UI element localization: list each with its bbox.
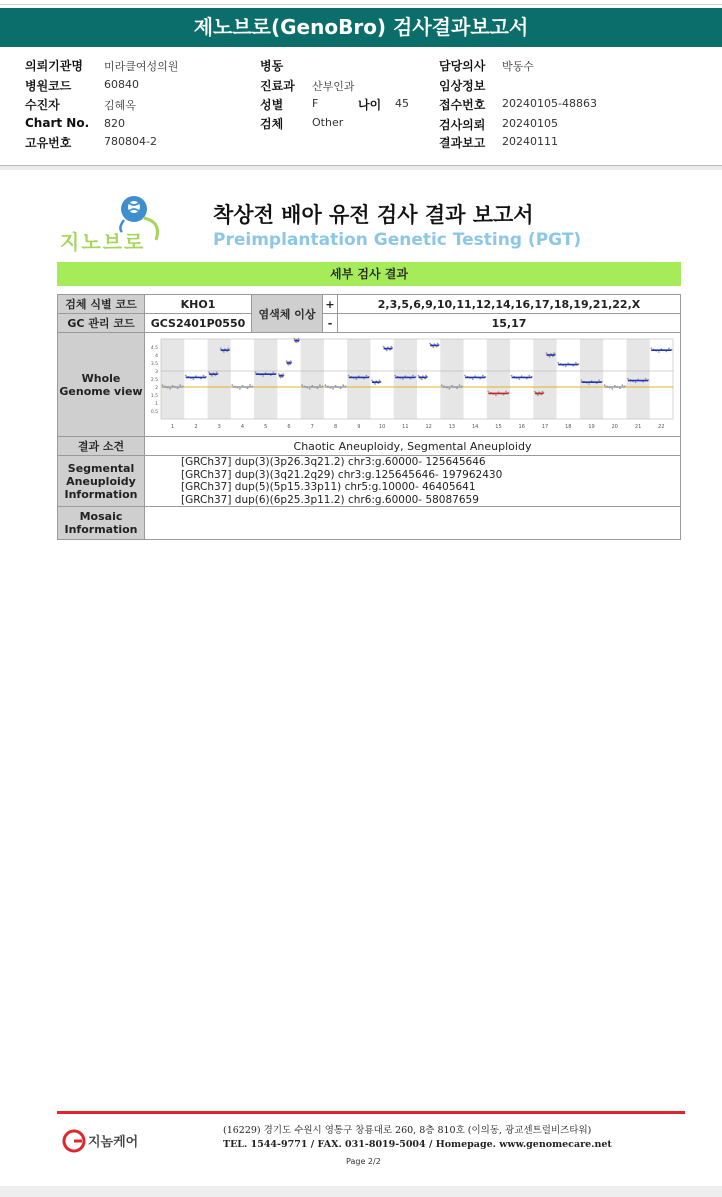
data-point bbox=[249, 384, 251, 386]
data-point bbox=[518, 378, 520, 380]
data-point bbox=[169, 388, 171, 390]
y-tick-label: 1 bbox=[155, 402, 158, 407]
gain-sign: + bbox=[323, 295, 338, 314]
data-point bbox=[627, 378, 629, 380]
data-point bbox=[301, 384, 303, 386]
data-point bbox=[239, 388, 241, 390]
x-tick-label: 8 bbox=[333, 424, 338, 430]
info-label: 나이 bbox=[358, 98, 382, 112]
genome-view-label: Whole Genome view bbox=[58, 333, 145, 437]
data-point bbox=[288, 364, 290, 366]
segmental-line: [GRCh37] dup(5)(5p15.33p11) chr5:g.10000- 46405641 bbox=[181, 481, 476, 493]
chromosome-band bbox=[440, 339, 463, 419]
data-point bbox=[658, 351, 660, 353]
data-point bbox=[581, 380, 583, 382]
x-tick-label: 9 bbox=[357, 424, 361, 430]
footer-rule bbox=[57, 1111, 685, 1114]
x-tick-label: 16 bbox=[518, 424, 525, 430]
data-point bbox=[309, 388, 311, 390]
genome-view-chart bbox=[145, 333, 681, 433]
info-value: F bbox=[312, 97, 319, 110]
data-point bbox=[645, 378, 647, 380]
page-number: Page 2/2 bbox=[346, 1157, 381, 1166]
mosaic-info bbox=[145, 507, 681, 540]
patient-info-block bbox=[0, 48, 722, 166]
chromosome-band bbox=[161, 339, 184, 419]
footer-phone: TEL. 1544-9771 / FAX. 031-8019-5004 / Homepage. www.genomecare.net bbox=[223, 1139, 612, 1150]
data-point bbox=[348, 375, 350, 377]
info-label: 접수번호 bbox=[439, 98, 486, 112]
data-point bbox=[223, 351, 225, 353]
chromosome-band bbox=[254, 339, 277, 419]
segmental-line: [GRCh37] dup(6)(6p25.3p11.2) chr6:g.60000- 58087659 bbox=[181, 493, 479, 506]
loss-chromosomes: 15,17 bbox=[338, 314, 681, 333]
mosaic-label: Mosaic Information bbox=[58, 507, 145, 540]
info-label: 담당의사 bbox=[439, 59, 486, 73]
info-label: 의뢰기관명 bbox=[25, 59, 83, 73]
gain-chromosomes: 2,3,5,6,9,10,11,12,14,16,17,18,19,21,22,X bbox=[338, 295, 681, 314]
x-tick-label: 14 bbox=[471, 424, 479, 430]
logo-text: 지노브로 bbox=[60, 230, 146, 254]
data-point bbox=[412, 375, 414, 377]
report-subtitle: Preimplantation Genetic Testing (PGT) bbox=[213, 230, 582, 250]
data-point bbox=[162, 384, 164, 386]
data-point bbox=[464, 375, 466, 377]
footer-contact bbox=[223, 1124, 612, 1152]
data-point bbox=[192, 378, 194, 380]
data-point bbox=[565, 366, 567, 368]
data-point bbox=[332, 388, 334, 390]
x-tick-label: 6 bbox=[287, 424, 291, 430]
x-tick-label: 12 bbox=[425, 424, 432, 430]
y-tick-label: 3 bbox=[155, 370, 158, 375]
abnormal-label: 염색체 이상 bbox=[252, 295, 323, 333]
data-point bbox=[366, 375, 368, 377]
info-value: 60840 bbox=[104, 78, 139, 91]
data-point bbox=[505, 391, 507, 393]
chromosome-band bbox=[347, 339, 370, 419]
sample-code: KHO1 bbox=[145, 295, 252, 314]
info-value: 미라클여성의원 bbox=[104, 60, 179, 73]
info-label: 검사의뢰 bbox=[439, 118, 486, 132]
x-tick-label: 15 bbox=[495, 424, 502, 430]
info-label: 수진자 bbox=[25, 98, 60, 112]
segmental-info bbox=[145, 456, 681, 507]
section-header: 세부 검사 결과 bbox=[57, 262, 681, 286]
data-point bbox=[319, 384, 321, 386]
x-tick-label: 2 bbox=[194, 424, 198, 430]
x-tick-label: 19 bbox=[588, 424, 595, 430]
sample-code-label: 검체 식별 코드 bbox=[58, 295, 145, 314]
x-tick-label: 4 bbox=[240, 424, 245, 430]
data-point bbox=[272, 372, 274, 374]
chromosome-band bbox=[394, 339, 417, 419]
data-point bbox=[487, 391, 489, 393]
data-point bbox=[185, 375, 187, 377]
data-point bbox=[211, 375, 213, 377]
info-label: 검체 bbox=[260, 117, 284, 131]
data-point bbox=[203, 375, 205, 377]
chromosome-band bbox=[580, 339, 603, 419]
chromosome-band bbox=[533, 339, 556, 419]
data-point bbox=[280, 377, 282, 379]
info-value: 20240105-48863 bbox=[502, 97, 597, 110]
data-point bbox=[598, 380, 600, 382]
info-label: 성별 bbox=[260, 98, 284, 112]
info-value: 김혜옥 bbox=[104, 99, 136, 112]
data-point bbox=[394, 375, 396, 377]
data-point bbox=[448, 388, 450, 390]
info-label: Chart No. bbox=[25, 116, 90, 130]
y-tick-label: 3.5 bbox=[150, 362, 158, 367]
x-tick-label: 17 bbox=[541, 424, 549, 430]
data-point bbox=[588, 383, 590, 385]
info-label: 진료과 bbox=[260, 79, 295, 93]
gc-code: GCS2401P0550 bbox=[145, 314, 252, 333]
data-point bbox=[611, 388, 613, 390]
x-tick-label: 11 bbox=[402, 424, 409, 430]
data-point bbox=[635, 382, 637, 384]
data-point bbox=[459, 384, 461, 386]
x-tick-label: 21 bbox=[634, 424, 642, 430]
data-point bbox=[355, 378, 357, 380]
data-point bbox=[622, 384, 624, 386]
data-point bbox=[557, 362, 559, 364]
x-tick-label: 13 bbox=[448, 424, 456, 430]
data-point bbox=[386, 350, 388, 352]
info-label: 결과보고 bbox=[439, 136, 486, 150]
x-tick-label: 10 bbox=[378, 424, 386, 430]
bottom-border bbox=[0, 1186, 722, 1197]
data-point bbox=[472, 378, 474, 380]
data-point bbox=[650, 348, 652, 350]
report-main-title: 착상전 배아 유전 검사 결과 보고서 bbox=[213, 203, 534, 227]
data-point bbox=[537, 394, 539, 396]
data-point bbox=[421, 378, 423, 380]
data-point bbox=[255, 372, 257, 374]
info-label: 고유번호 bbox=[25, 136, 72, 150]
genomecare-logo-icon bbox=[62, 1128, 162, 1154]
y-tick-label: 4.5 bbox=[150, 346, 158, 351]
info-value: 45 bbox=[395, 97, 409, 110]
footer-company: 지놈케어 bbox=[88, 1135, 139, 1150]
result-table bbox=[57, 294, 681, 540]
data-point bbox=[482, 375, 484, 377]
info-label: 병원코드 bbox=[25, 79, 72, 93]
y-tick-label: 1.5 bbox=[150, 394, 158, 399]
info-value: 20240105 bbox=[502, 117, 558, 130]
info-value: 박동수 bbox=[502, 60, 534, 73]
x-tick-label: 20 bbox=[611, 424, 619, 430]
y-tick-label: 4 bbox=[155, 354, 158, 359]
loss-sign: - bbox=[323, 314, 338, 333]
segmental-line: [GRCh37] dup(3)(3p26.3q21.2) chr3:g.60000- 125645646 bbox=[181, 456, 486, 468]
info-value: 20240111 bbox=[502, 135, 558, 148]
data-point bbox=[528, 375, 530, 377]
gc-code-label: GC 관리 코드 bbox=[58, 314, 145, 333]
data-point bbox=[511, 375, 513, 377]
info-label: 임상정보 bbox=[439, 79, 486, 93]
x-tick-label: 18 bbox=[565, 424, 572, 430]
data-point bbox=[342, 384, 344, 386]
data-point bbox=[549, 356, 551, 358]
top-border bbox=[0, 0, 722, 5]
data-point bbox=[441, 384, 443, 386]
x-tick-label: 5 bbox=[264, 424, 268, 430]
info-value: Other bbox=[312, 116, 344, 129]
info-label: 병동 bbox=[260, 59, 284, 73]
data-point bbox=[668, 348, 670, 350]
segmental-label: Segmental Aneuploidy Information bbox=[58, 456, 145, 507]
result-text: Chaotic Aneuploidy, Segmental Aneuploidy bbox=[145, 437, 681, 456]
data-point bbox=[179, 384, 181, 386]
data-point bbox=[432, 346, 434, 348]
segmental-line: [GRCh37] dup(3)(3q21.2q29) chr3:g.125645646- 197962430 bbox=[181, 468, 503, 481]
report-title-bar: 제노브로(GenoBro) 검사결과보고서 bbox=[0, 8, 722, 47]
data-point bbox=[402, 378, 404, 380]
x-tick-label: 22 bbox=[658, 424, 665, 430]
data-point bbox=[374, 383, 376, 385]
divider bbox=[0, 166, 722, 170]
chromosome-band bbox=[487, 339, 510, 419]
info-value: 780804-2 bbox=[104, 135, 157, 148]
footer-address: (16229) 경기도 수원시 영통구 창룡대로 260, 8층 810호 (이의동, 광교센트럴비즈타워) bbox=[223, 1125, 592, 1136]
data-point bbox=[262, 375, 264, 377]
y-tick-label: 2 bbox=[155, 386, 158, 391]
x-tick-label: 3 bbox=[217, 424, 221, 430]
info-value: 산부인과 bbox=[312, 80, 355, 93]
result-label: 결과 소견 bbox=[58, 437, 145, 456]
data-point bbox=[325, 384, 327, 386]
data-point bbox=[604, 384, 606, 386]
x-tick-label: 7 bbox=[310, 424, 314, 430]
data-point bbox=[575, 362, 577, 364]
chromosome-band bbox=[301, 339, 324, 419]
data-point bbox=[495, 394, 497, 396]
data-point bbox=[231, 384, 233, 386]
y-tick-label: 0.5 bbox=[150, 410, 158, 415]
y-tick-label: 2.5 bbox=[150, 378, 158, 383]
data-point bbox=[295, 342, 297, 344]
x-tick-label: 1 bbox=[171, 424, 175, 430]
info-value: 820 bbox=[104, 117, 125, 130]
